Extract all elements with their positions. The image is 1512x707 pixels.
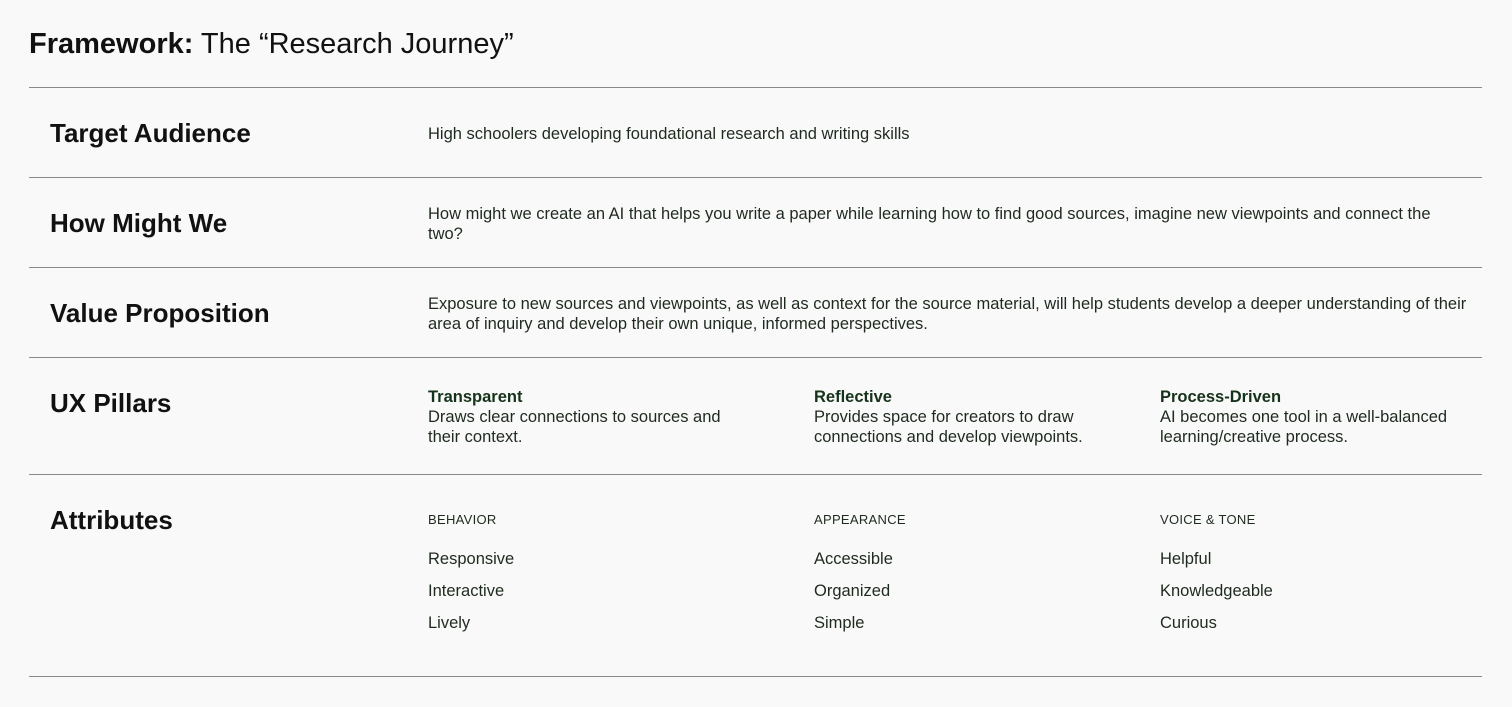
divider (29, 357, 1482, 358)
pillar-description: Draws clear connections to sources and their context. (428, 408, 721, 446)
attribute-item: Simple (814, 614, 865, 632)
pillar-title: Process-Driven (1160, 388, 1282, 406)
pillar-process-driven (1160, 387, 1480, 447)
divider (29, 267, 1482, 268)
attribute-item: Organized (814, 582, 891, 600)
attribute-item: Interactive (428, 582, 505, 600)
attribute-item: Responsive (428, 550, 515, 568)
how-might-we-text: How might we create an AI that helps you write a paper while learning how to find good sources, imagine new viewpoints and connect the two? (428, 205, 1431, 243)
attributes-label: Attributes (50, 505, 173, 535)
attribute-column-behavior (428, 512, 514, 645)
ux-pillars-label: UX Pillars (50, 388, 172, 418)
divider (29, 87, 1482, 88)
attribute-column-voice-tone (1160, 512, 1273, 645)
target-audience-label: Target Audience (50, 118, 251, 148)
title-text: The “Research Journey” (193, 28, 514, 60)
attribute-item: Knowledgeable (1160, 582, 1273, 600)
divider (29, 676, 1482, 677)
target-audience-text: High schoolers developing foundational research and writing skills (428, 125, 910, 143)
pillar-transparent (428, 387, 728, 447)
value-proposition-label: Value Proposition (50, 298, 270, 328)
value-proposition-text: Exposure to new sources and viewpoints, as well as context for the source material, will help students develop a deeper understanding of their area of inquiry and develop their own unique, informed perspectives. (428, 295, 1467, 333)
attribute-column-appearance (814, 512, 906, 645)
attribute-heading: APPEARANCE (814, 512, 906, 527)
how-might-we-label: How Might We (50, 208, 228, 238)
attribute-item: Accessible (814, 550, 893, 568)
divider (29, 474, 1482, 475)
pillar-title: Reflective (814, 388, 892, 406)
page-title (29, 26, 514, 62)
pillar-description: AI becomes one tool in a well-balanced learning/creative process. (1160, 408, 1448, 446)
attribute-item: Curious (1160, 614, 1217, 632)
divider (29, 177, 1482, 178)
attribute-item: Lively (428, 614, 471, 632)
pillar-reflective (814, 387, 1124, 447)
attribute-item: Helpful (1160, 550, 1212, 568)
pillar-description: Provides space for creators to draw connections and develop viewpoints. (814, 408, 1083, 446)
pillar-title: Transparent (428, 388, 523, 406)
attribute-heading: VOICE & TONE (1160, 512, 1256, 527)
title-prefix: Framework: (29, 28, 194, 60)
attribute-heading: BEHAVIOR (428, 512, 497, 527)
